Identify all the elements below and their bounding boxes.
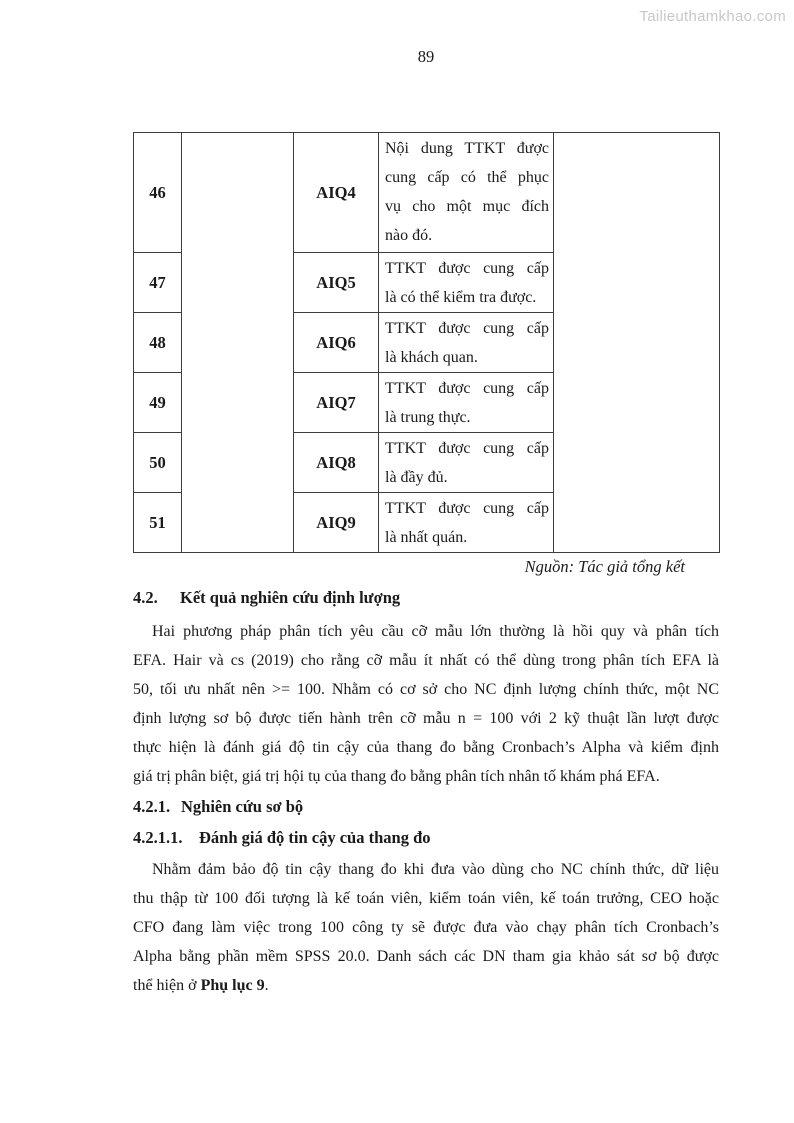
paragraph-2 (133, 855, 719, 1000)
paragraph-line: Nhằm đảm bảo độ tin cậy thang đo khi đưa vào dùng cho NC chính thức, dữ liệu (152, 861, 719, 878)
description-line: là nhất quán. (385, 529, 468, 546)
item-description-cell (379, 373, 554, 433)
item-code-cell: AIQ4 (294, 133, 379, 253)
section-heading-4-2 (133, 587, 719, 609)
description-line: TTKT được cung cấp (385, 260, 549, 277)
page-number: 89 (417, 47, 435, 66)
row-number-cell: 49 (134, 373, 182, 433)
description-line: TTKT được cung cấp (385, 500, 549, 517)
paragraph-line: giá trị phân biệt, giá trị hội tụ của thang đo bằng phân tích nhân tố khám phá EFA. (133, 768, 660, 785)
description-line: là trung thực. (385, 409, 471, 426)
row-number-cell: 48 (134, 313, 182, 373)
paragraph-line: thực hiện là đánh giá độ tin cậy của thang đo bằng Cronbach’s Alpha và kiểm định (133, 739, 719, 756)
description-line: là khách quan. (385, 349, 478, 366)
heading-number: 4.2.1.1. (133, 828, 183, 847)
description-line: nào đó. (385, 227, 433, 244)
heading-number: 4.2. (133, 588, 158, 607)
paragraph-line: CFO đang làm việc trong 100 công ty sẽ được đưa vào chạy phân tích Cronbach’s (133, 919, 719, 936)
heading-title: Kết quả nghiên cứu định lượng (180, 588, 401, 607)
source-column-cell (554, 133, 720, 553)
description-line: TTKT được cung cấp (385, 320, 549, 337)
paragraph-text: . (264, 977, 269, 994)
row-number-cell: 51 (134, 493, 182, 553)
site-watermark: Tailieuthamkhao.com (639, 8, 786, 25)
heading-number: 4.2.1. (133, 797, 171, 816)
description-line: Nội dung TTKT được (385, 140, 549, 157)
paragraph-line: thu thập từ 100 đối tượng là kế toán viên, kiểm toán viên, kế toán trưởng, CEO hoặc (133, 890, 719, 907)
item-code-cell: AIQ6 (294, 313, 379, 373)
paragraph-line: định lượng sơ bộ được tiến hành trên cỡ mẫu n = 100 với 2 kỹ thuật lần lượt được (133, 710, 719, 727)
construct-column-cell (182, 133, 294, 553)
row-number-cell: 46 (134, 133, 182, 253)
item-description-cell (379, 133, 554, 253)
item-description-cell (379, 253, 554, 313)
paragraph-line: EFA. Hair và cs (2019) cho rằng cỡ mẫu ít nhất có thể dùng trong phân tích EFA là (133, 652, 719, 669)
paragraph-text: thể hiện ở (133, 977, 201, 994)
table-row (134, 133, 720, 253)
item-code-cell: AIQ9 (294, 493, 379, 553)
description-line: vụ cho một mục đích (385, 198, 549, 215)
paragraph-line: Hai phương pháp phân tích yêu cầu cỡ mẫu lớn thường là hồi quy và phân tích (152, 623, 719, 640)
section-heading-4-2-1 (133, 796, 719, 818)
paragraph-line: 50, tối ưu nhất nên >= 100. Nhằm có cơ sở cho NC định lượng chính thức, một NC (133, 681, 719, 698)
section-heading-4-2-1-1 (133, 827, 719, 849)
heading-title: Nghiên cứu sơ bộ (181, 797, 304, 816)
scale-items-table (133, 132, 720, 553)
table-source-caption: Nguồn: Tác giả tổng kết (524, 557, 685, 576)
item-description-cell (379, 433, 554, 493)
description-line: là đầy đủ. (385, 469, 448, 486)
description-line: cung cấp có thể phục (385, 169, 549, 186)
item-description-cell (379, 493, 554, 553)
paragraph-1 (133, 617, 719, 791)
page-content (133, 132, 719, 1000)
row-number-cell: 50 (134, 433, 182, 493)
row-number-cell: 47 (134, 253, 182, 313)
item-code-cell: AIQ8 (294, 433, 379, 493)
description-line: TTKT được cung cấp (385, 440, 549, 457)
description-line: TTKT được cung cấp (385, 380, 549, 397)
paragraph-last-line (133, 971, 719, 1000)
appendix-reference: Phụ lục 9 (200, 977, 265, 994)
item-code-cell: AIQ5 (294, 253, 379, 313)
item-code-cell: AIQ7 (294, 373, 379, 433)
heading-title: Đánh giá độ tin cậy của thang đo (199, 828, 431, 847)
item-description-cell (379, 313, 554, 373)
paragraph-line: Alpha bằng phần mềm SPSS 20.0. Danh sách các DN tham gia khảo sát sơ bộ được (133, 948, 719, 965)
description-line: là có thể kiểm tra được. (385, 289, 537, 306)
